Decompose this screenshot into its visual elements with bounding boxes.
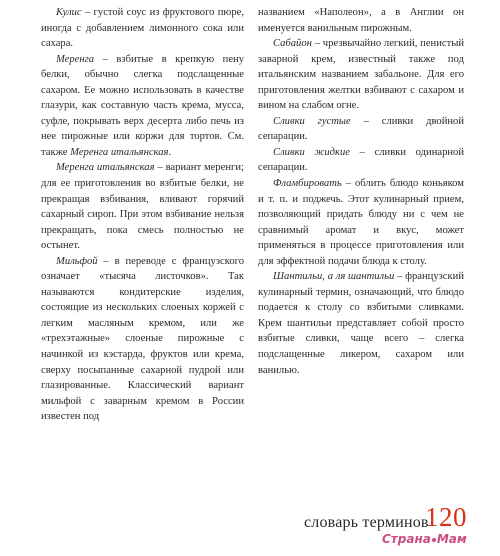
watermark-text: Страна <box>382 532 431 546</box>
glossary-entry <box>258 114 464 145</box>
entry-continuation: названием «Наполеон», а в Англии он именуется ванильным пирожным. <box>258 7 464 34</box>
watermark-text: Мам <box>436 532 467 546</box>
glossary-entry <box>258 176 464 269</box>
entry-body: – вариант меренги; для ее приготовления во взбитые белки, не прекращая взбивания, вливают горячий сахарный сироп. При этом взбивание нельзя прекращать, пока смесь полностью не остынет. <box>41 162 244 252</box>
page-number: 120 <box>425 502 467 532</box>
glossary-entry <box>41 5 244 52</box>
entry-term: Сабайон <box>273 38 312 50</box>
entry-tail: . <box>168 146 172 158</box>
left-column <box>41 5 244 425</box>
entry-body: – сливки одинарной сепарации. <box>258 146 465 174</box>
watermark-dot <box>432 538 436 542</box>
entry-term: Мильфой <box>56 255 98 267</box>
entry-body: – сливки двойной сепарации. <box>258 115 464 143</box>
glossary-entry <box>258 145 464 176</box>
entry-term: Сливки густые <box>273 115 351 127</box>
glossary-entry <box>41 254 244 425</box>
entry-body: – в переводе с французского означает «тысяча листочков». Так называются кондитерские изделия, состоящие из нескольких слоеных коржей с легким масляным кремом, или же «трехэтажные» слоеные пирожные с начинкой из кэстарда, фруктов или крема, сверху посыпанные сахарной пудрой или глазированные. Классический вариант мильфой с заварным кремом в России известен под <box>41 255 244 423</box>
entry-term: Меренга итальянская <box>56 162 155 174</box>
entry-term: Меренга <box>56 53 95 65</box>
entry-body: – взбитые в крепкую пену белки, обычно слегка подслащенные сахаром. Ее можно использовать в качестве глазури, как составную часть крема, мусса, суфле, покрывать верх десерта либо печь из нее пирожные или коржи для тортов. См. также <box>41 53 244 158</box>
right-column <box>258 5 464 378</box>
entry-term: Шантильи, а ля шантильи <box>273 271 395 283</box>
entry-term: Кулис <box>56 7 82 18</box>
page-footer <box>0 498 500 534</box>
entry-cross-reference: Меренга итальянская <box>70 146 169 158</box>
glossary-entry <box>41 160 244 253</box>
entry-body: – облить блюдо коньяком и т. п. и поджечь. Этот кулинарный прием, позволяющий придать блюду ни с чем не сравнимый аромат и вкус, может применяться в процессе приготовления или для эффектной подачи блюда к столу. <box>258 178 464 267</box>
section-label: словарь терминов <box>304 514 429 531</box>
entry-body: – французский кулинарный термин, означающий, что блюдо подается к столу со взбитыми сливками. Крем шантильи представляет собой просто взбитые сливки, чаще всего – слегка подслащенные ликером, сахаром или ванилью. <box>258 271 464 376</box>
entry-body: – густой соус из фруктового пюре, иногда с добавлением лимонного сока или сахара. <box>41 7 244 50</box>
entry-term: Сливки жидкие <box>273 146 350 158</box>
site-watermark <box>382 532 467 546</box>
glossary-entry <box>258 36 464 114</box>
entry-term: Фламбировать <box>273 178 342 190</box>
glossary-entry <box>258 269 464 378</box>
entry-body: – чрезвычайно легкий, пенистый заварной крем, известный также под итальянским названием забальоне. Для его приготовления желтки взбивают с сахаром и вином на слабом огне. <box>258 38 464 112</box>
glossary-entry <box>41 52 244 161</box>
